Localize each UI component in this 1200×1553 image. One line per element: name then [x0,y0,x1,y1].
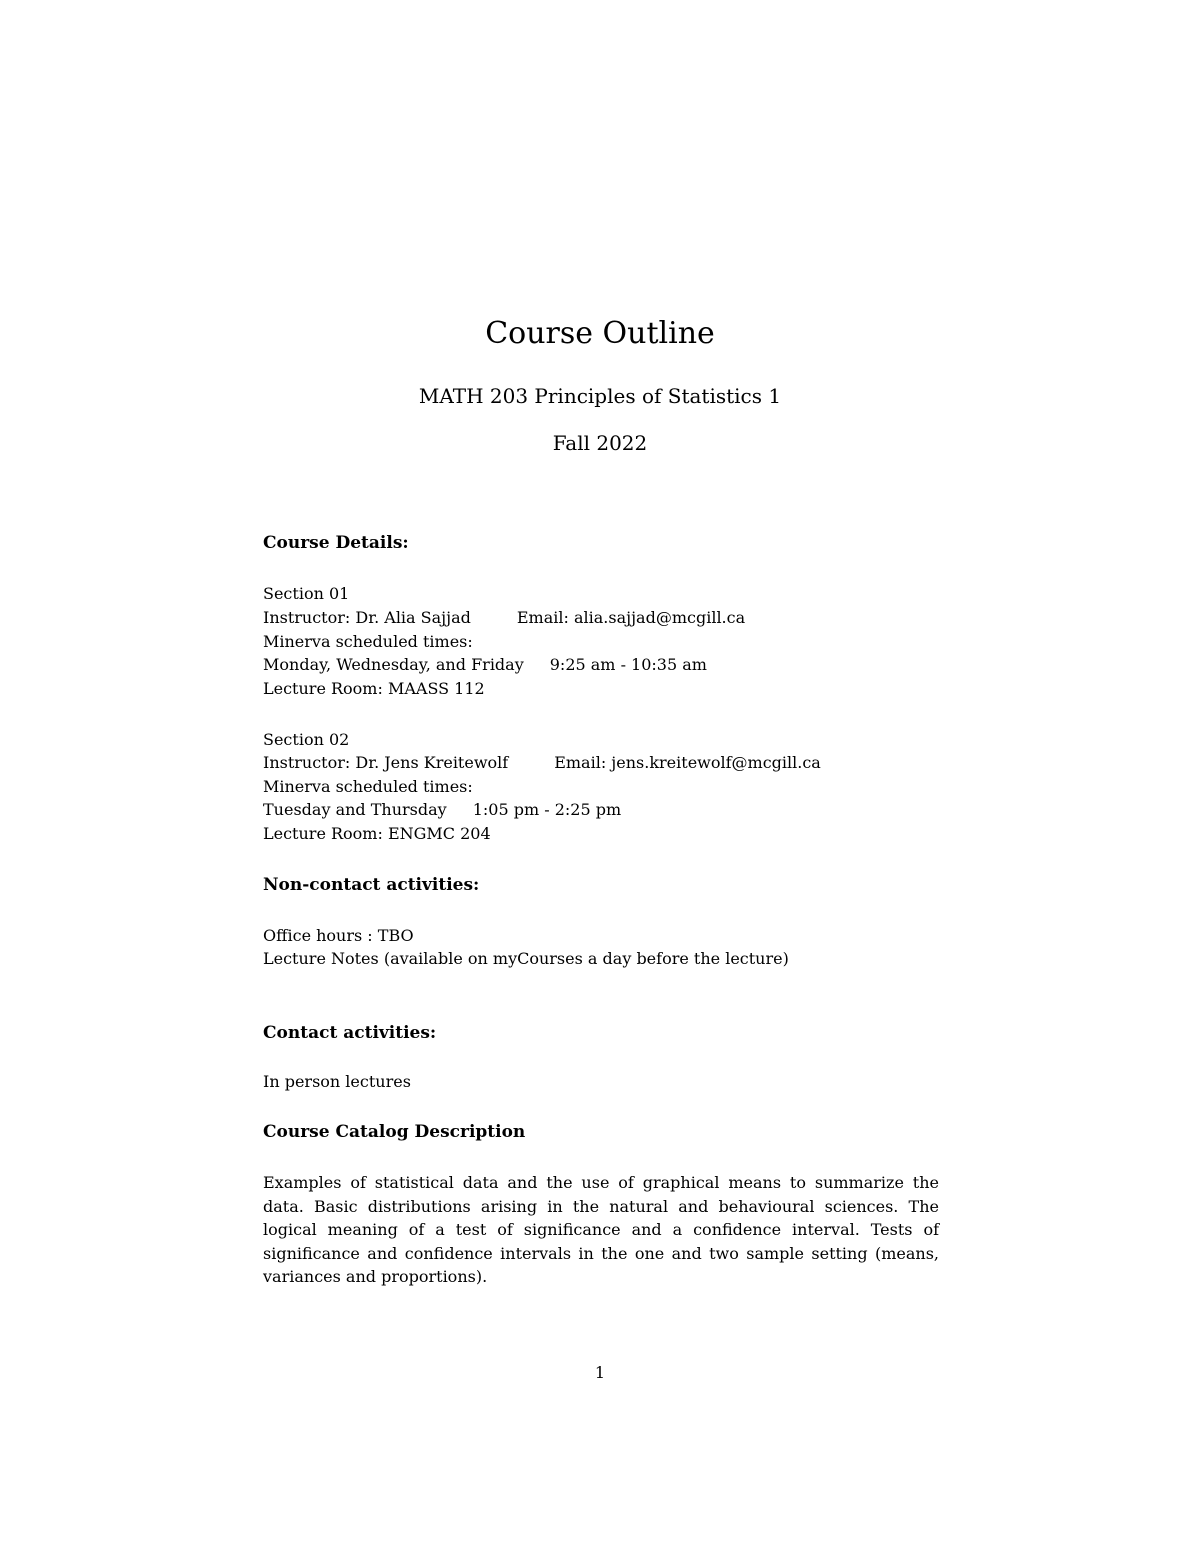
section-02-schedule-line [263,798,621,822]
office-hours-line: Office hours : TBO [263,926,414,945]
section-02-instructor: Instructor: Dr. Jens Kreitewolf [263,753,509,772]
contact-heading: Contact activities: [263,1023,437,1043]
section-01-instructor-line [263,606,745,630]
section-01-name: Section 01 [263,584,350,603]
non-contact-heading: Non-contact activities: [263,875,480,895]
section-02-room: Lecture Room: ENGMC 204 [263,824,491,843]
section-01-times-label: Minerva scheduled times: [263,632,473,651]
section-02-email: Email: jens.kreitewolf@mcgill.ca [554,753,821,772]
course-name: MATH 203 Principles of Statistics 1 [418,384,782,408]
in-person-lectures-line: In person lectures [263,1072,411,1091]
section-02-days: Tuesday and Thursday [263,800,447,819]
page-number: 1 [594,1363,606,1382]
section-02-instructor-line [263,751,821,775]
catalog-heading: Course Catalog Description [263,1122,526,1142]
section-02-times-label: Minerva scheduled times: [263,777,473,796]
lecture-notes-line: Lecture Notes (available on myCourses a day before the lecture) [263,949,789,968]
document-title: Course Outline [485,316,715,351]
course-term: Fall 2022 [552,431,648,455]
catalog-description: Examples of statistical data and the use of graphical means to summarize the data. Basic distributions arising in the natural and behavioural sciences. The logical meaning of a test of significance and a confidence interval. Tests of significance and confidence intervals in the one and two sample setting (means, variances and proportions). [263,1173,939,1286]
section-02-time: 1:05 pm - 2:25 pm [472,800,622,819]
section-01-instructor: Instructor: Dr. Alia Sajjad [263,608,471,627]
section-01-days: Monday, Wednesday, and Friday [263,655,524,674]
section-02-name: Section 02 [263,730,350,749]
course-details-heading: Course Details: [263,533,409,553]
section-01-room: Lecture Room: MAASS 112 [263,679,485,698]
section-01-time: 9:25 am - 10:35 am [549,655,707,674]
section-01-schedule-line [263,653,707,677]
section-01-email: Email: alia.sajjad@mcgill.ca [516,608,746,627]
